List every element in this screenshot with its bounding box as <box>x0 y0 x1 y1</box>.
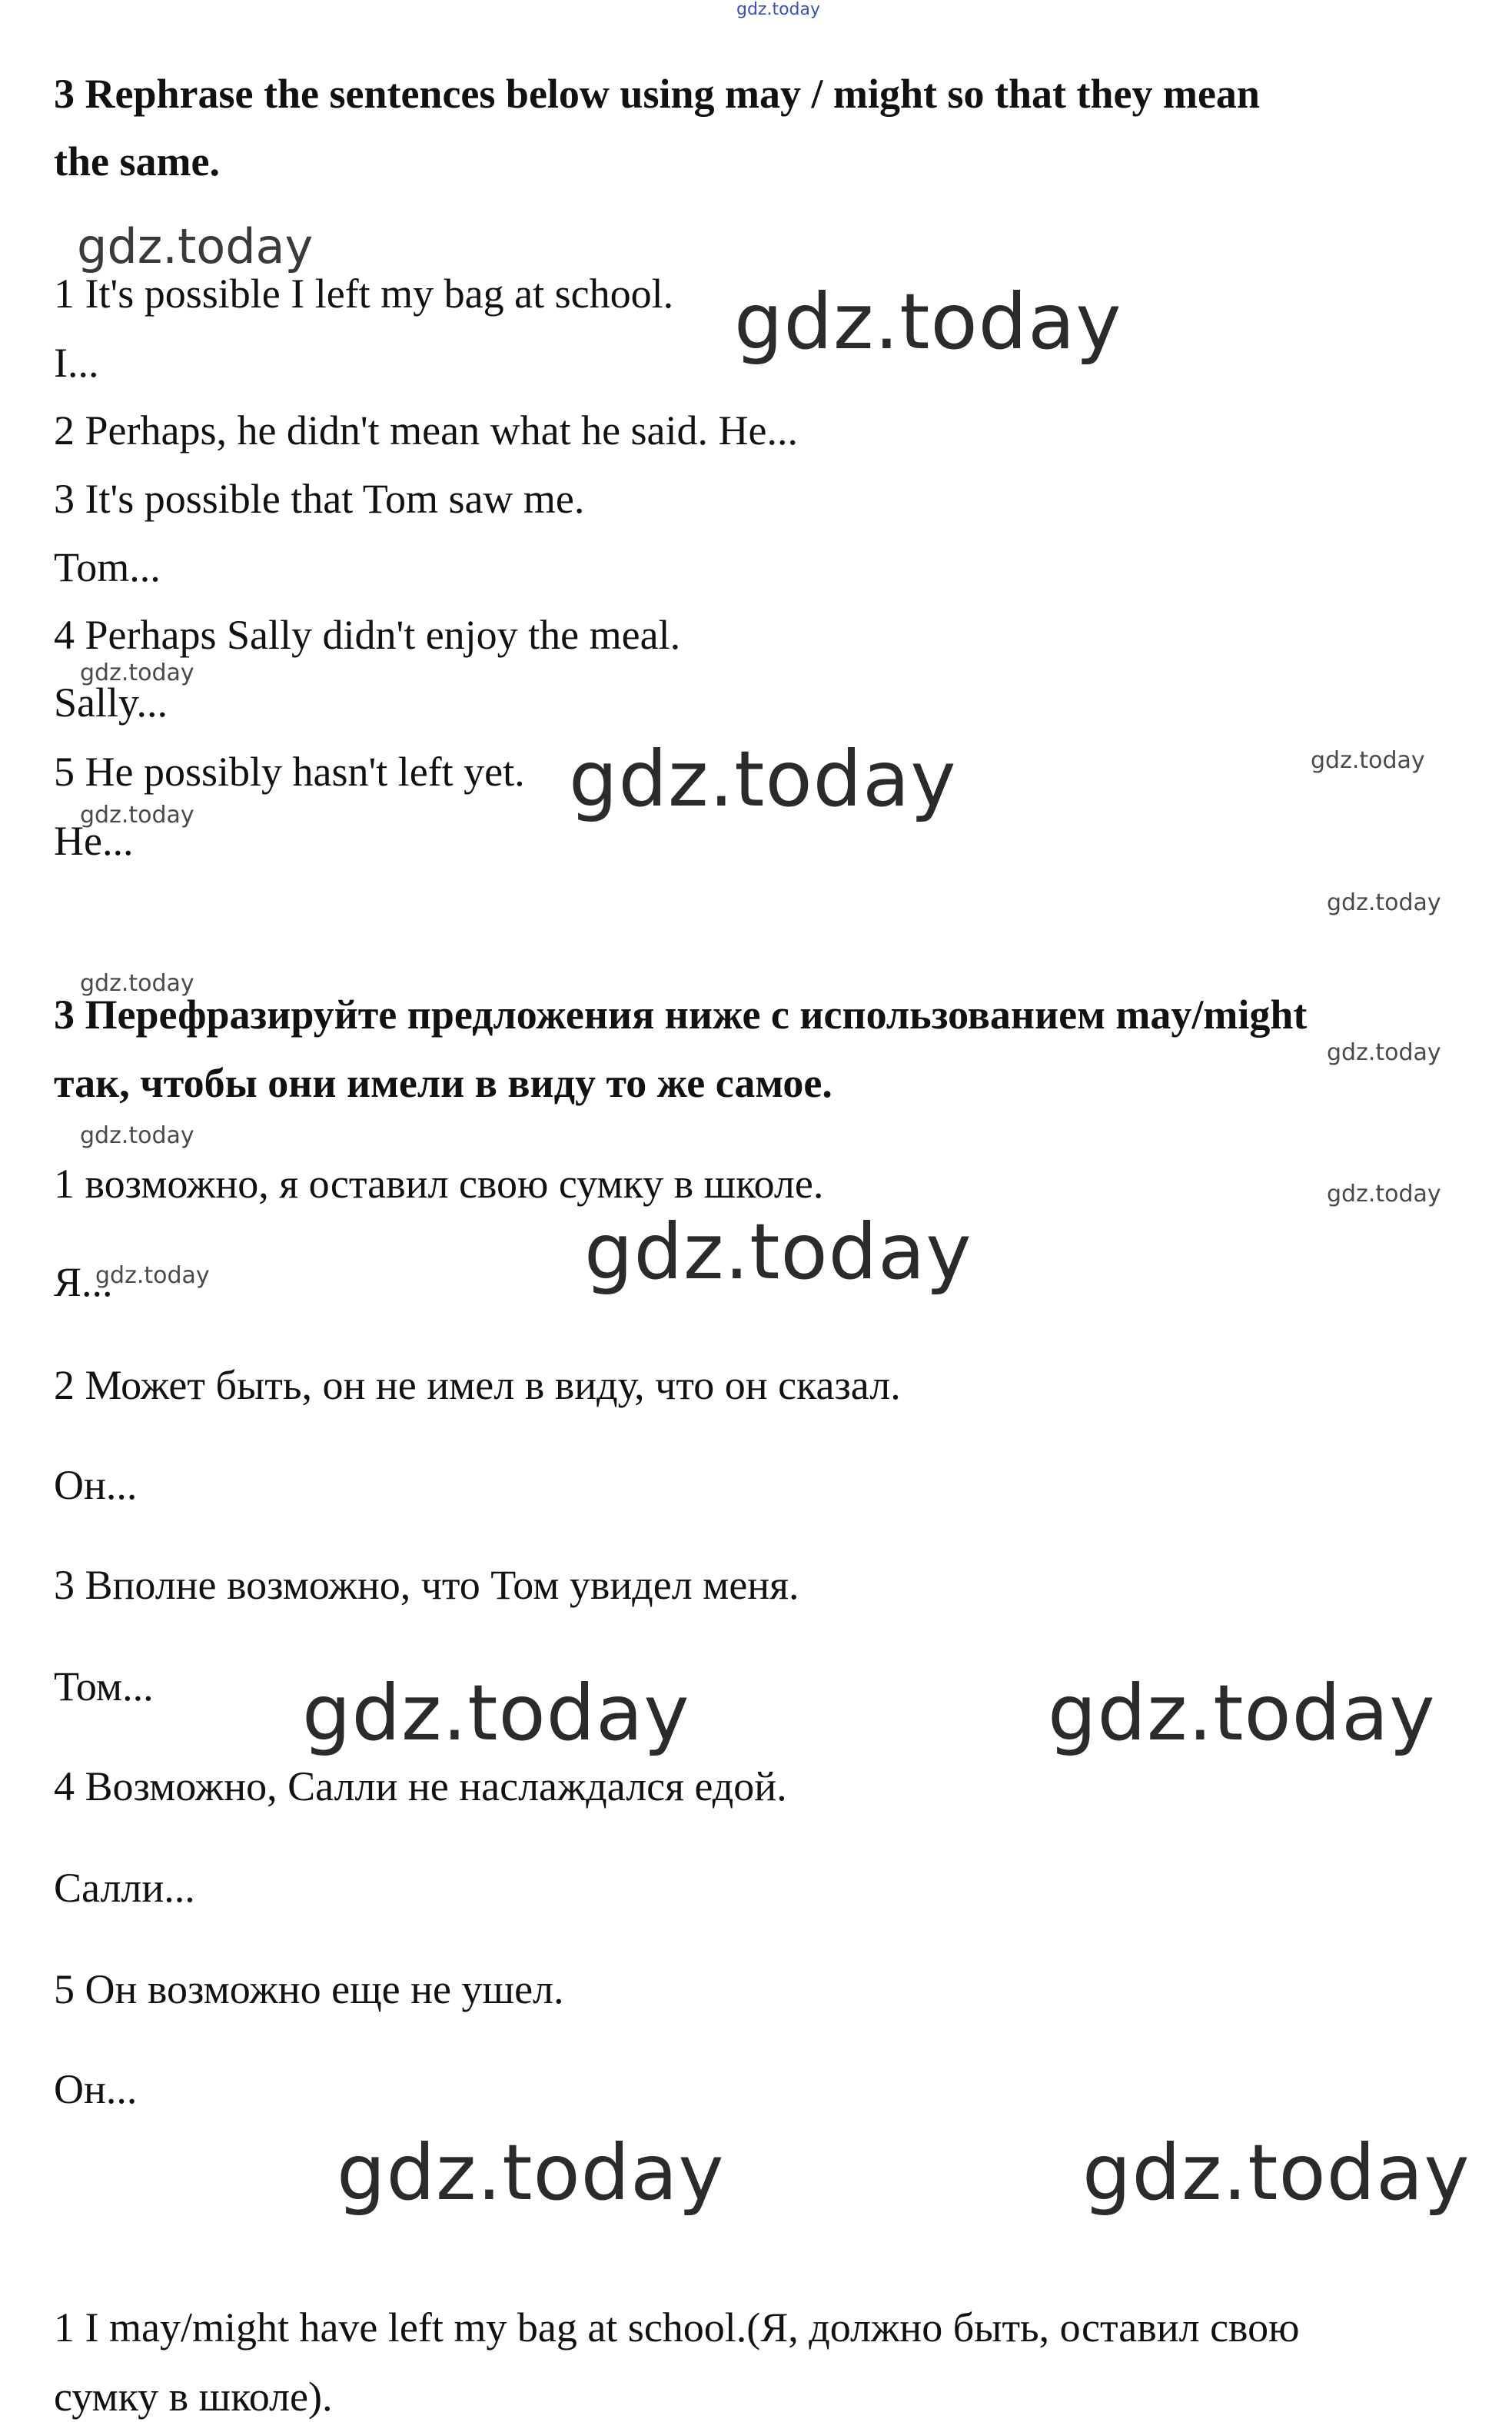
task-en-item: 3 It's possible that Tom saw me. <box>54 476 585 522</box>
watermark: gdz.today <box>584 1207 972 1297</box>
task-ru-item: 5 Он возможно еще не ушел. <box>54 1966 564 2012</box>
task-ru-item: 3 Вполне возможно, что Том увидел меня. <box>54 1562 799 1608</box>
task-ru-item: 4 Возможно, Салли не наслаждался едой. <box>54 1763 787 1809</box>
watermark: gdz.today <box>1048 1668 1436 1758</box>
task-en-item: He... <box>54 818 134 864</box>
task-en-item: Sally... <box>54 679 168 726</box>
task-en-item: 1 It's possible I left my bag at school. <box>54 271 674 317</box>
watermark: gdz.today <box>1327 889 1441 916</box>
watermark: gdz.today <box>95 1262 210 1289</box>
watermark: gdz.today <box>80 1122 194 1149</box>
watermark: gdz.today <box>569 734 957 824</box>
watermark: gdz.today <box>80 802 194 829</box>
watermark: gdz.today <box>337 2128 725 2218</box>
watermark: gdz.today <box>1082 2128 1470 2218</box>
watermark: gdz.today <box>302 1668 690 1758</box>
task-en-item: 4 Perhaps Sally didn't enjoy the meal. <box>54 612 681 658</box>
watermark: gdz.today <box>80 659 194 686</box>
task-ru-item: Салли... <box>54 1865 195 1911</box>
watermark: gdz.today <box>734 277 1122 367</box>
watermark: gdz.today <box>1327 1181 1441 1208</box>
task-ru-item: Том... <box>54 1663 154 1709</box>
task-en-item: 5 He possibly hasn't left yet. <box>54 749 525 795</box>
task-ru-item: 1 возможно, я оставил свою сумку в школе. <box>54 1161 824 1207</box>
task-en-item: I... <box>54 340 99 386</box>
watermark: gdz.today <box>736 0 821 19</box>
task-ru-title-line2: так, чтобы они имели в виду то же самое. <box>54 1060 832 1106</box>
task-en-item: Tom... <box>54 544 161 590</box>
answer-line2: сумку в школе). <box>54 2374 333 2420</box>
task-en-item: 2 Perhaps, he didn't mean what he said. He... <box>54 407 798 454</box>
task-ru-item: Он... <box>54 1462 138 1508</box>
task-en-title-line1: 3 Rephrase the sentences below using may / might so that they mean <box>54 71 1260 117</box>
watermark: gdz.today <box>77 218 314 274</box>
task-ru-title-line1: 3 Перефразируйте предложения ниже с использованием may/might <box>54 992 1308 1038</box>
task-ru-item: Он... <box>54 2066 138 2112</box>
task-ru-item: 2 Может быть, он не имел в виду, что он сказал. <box>54 1362 901 1408</box>
task-en-title-line2: the same. <box>54 138 220 184</box>
watermark: gdz.today <box>80 970 194 997</box>
task-ru-item: Я... <box>54 1259 113 1305</box>
watermark: gdz.today <box>1327 1039 1441 1066</box>
watermark: gdz.today <box>1311 747 1425 774</box>
answer-line1: 1 I may/might have left my bag at school.(Я, должно быть, оставил свою <box>54 2304 1300 2351</box>
